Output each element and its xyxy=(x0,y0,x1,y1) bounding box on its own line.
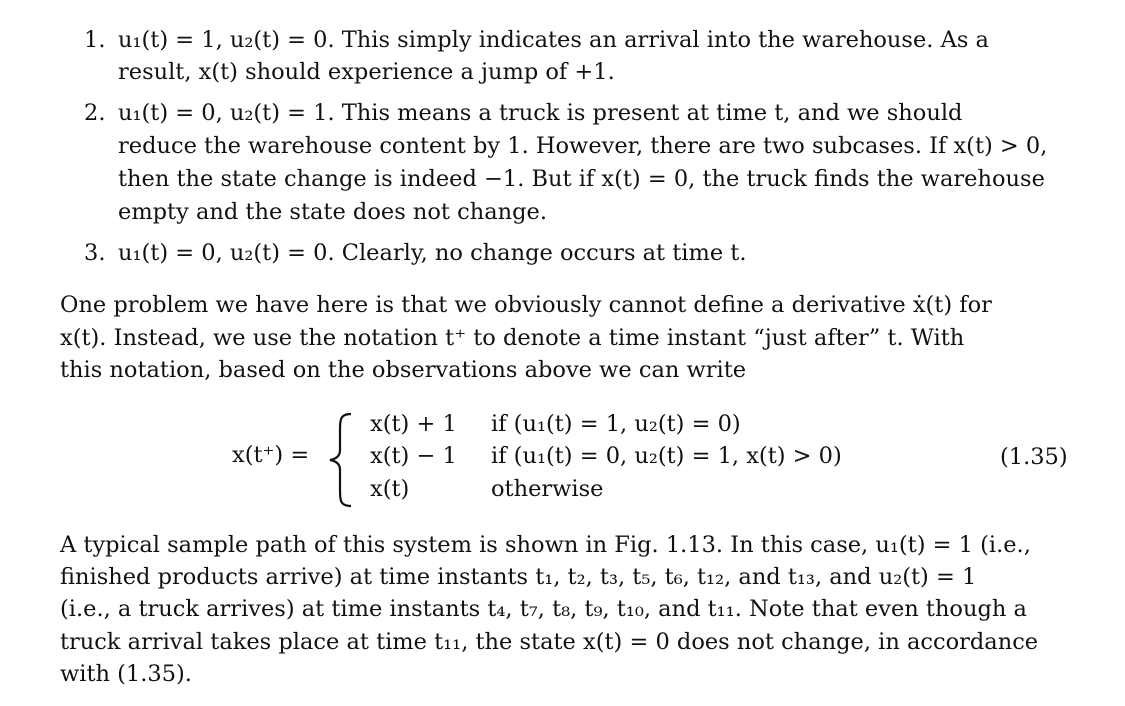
case-expression: x(t) + 1 xyxy=(370,411,457,437)
case-condition: if (u₁(t) = 1, u₂(t) = 0) xyxy=(491,411,741,437)
list-item-line: empty and the state does not change. xyxy=(118,199,547,225)
list-marker: 2. xyxy=(84,100,106,126)
case-condition: otherwise xyxy=(491,476,604,502)
list-marker: 1. xyxy=(84,27,106,53)
case-condition: if (u₁(t) = 0, u₂(t) = 1, x(t) > 0) xyxy=(491,443,842,469)
list-item-line: then the state change is indeed −1. But if x(t) = 0, the truck finds the warehouse xyxy=(118,166,1045,192)
paragraph-line: A typical sample path of this system is shown in Fig. 1.13. In this case, u₁(t) = 1 (i.e., xyxy=(60,532,1031,558)
equation-lhs: x(t⁺) = xyxy=(232,442,310,468)
paragraph-line: this notation, based on the observations above we can write xyxy=(60,357,747,383)
list-item-line: reduce the warehouse content by 1. However, there are two subcases. If x(t) > 0, xyxy=(118,133,1048,159)
paragraph-line: with (1.35). xyxy=(60,661,192,687)
case-expression: x(t) xyxy=(370,476,410,502)
paragraph-line: (i.e., a truck arrives) at time instants t₄, t₇, t₈, t₉, t₁₀, and t₁₁. Note that even though a xyxy=(60,596,1027,622)
list-item-line: u₁(t) = 0, u₂(t) = 0. Clearly, no change occurs at time t. xyxy=(118,240,747,266)
equation-number: (1.35) xyxy=(1000,444,1068,470)
paragraph-line: truck arrival takes place at time t₁₁, the state x(t) = 0 does not change, in accordance xyxy=(60,629,1039,655)
paragraph-line: x(t). Instead, we use the notation t⁺ to denote a time instant “just after” t. With xyxy=(60,325,965,351)
paragraph-line: finished products arrive) at time instants t₁, t₂, t₃, t₅, t₆, t₁₂, and t₁₃, and u₂(t) = 1 xyxy=(60,564,977,590)
left-brace xyxy=(327,412,357,508)
list-item-line: u₁(t) = 0, u₂(t) = 1. This means a truck is present at time t, and we should xyxy=(118,100,963,126)
list-item-line: result, x(t) should experience a jump of +1. xyxy=(118,59,615,85)
list-item-line: u₁(t) = 1, u₂(t) = 0. This simply indicates an arrival into the warehouse. As a xyxy=(118,27,989,53)
case-expression: x(t) − 1 xyxy=(370,443,457,469)
list-marker: 3. xyxy=(84,240,106,266)
paragraph-line: One problem we have here is that we obviously cannot define a derivative ẋ(t) for xyxy=(60,292,992,318)
